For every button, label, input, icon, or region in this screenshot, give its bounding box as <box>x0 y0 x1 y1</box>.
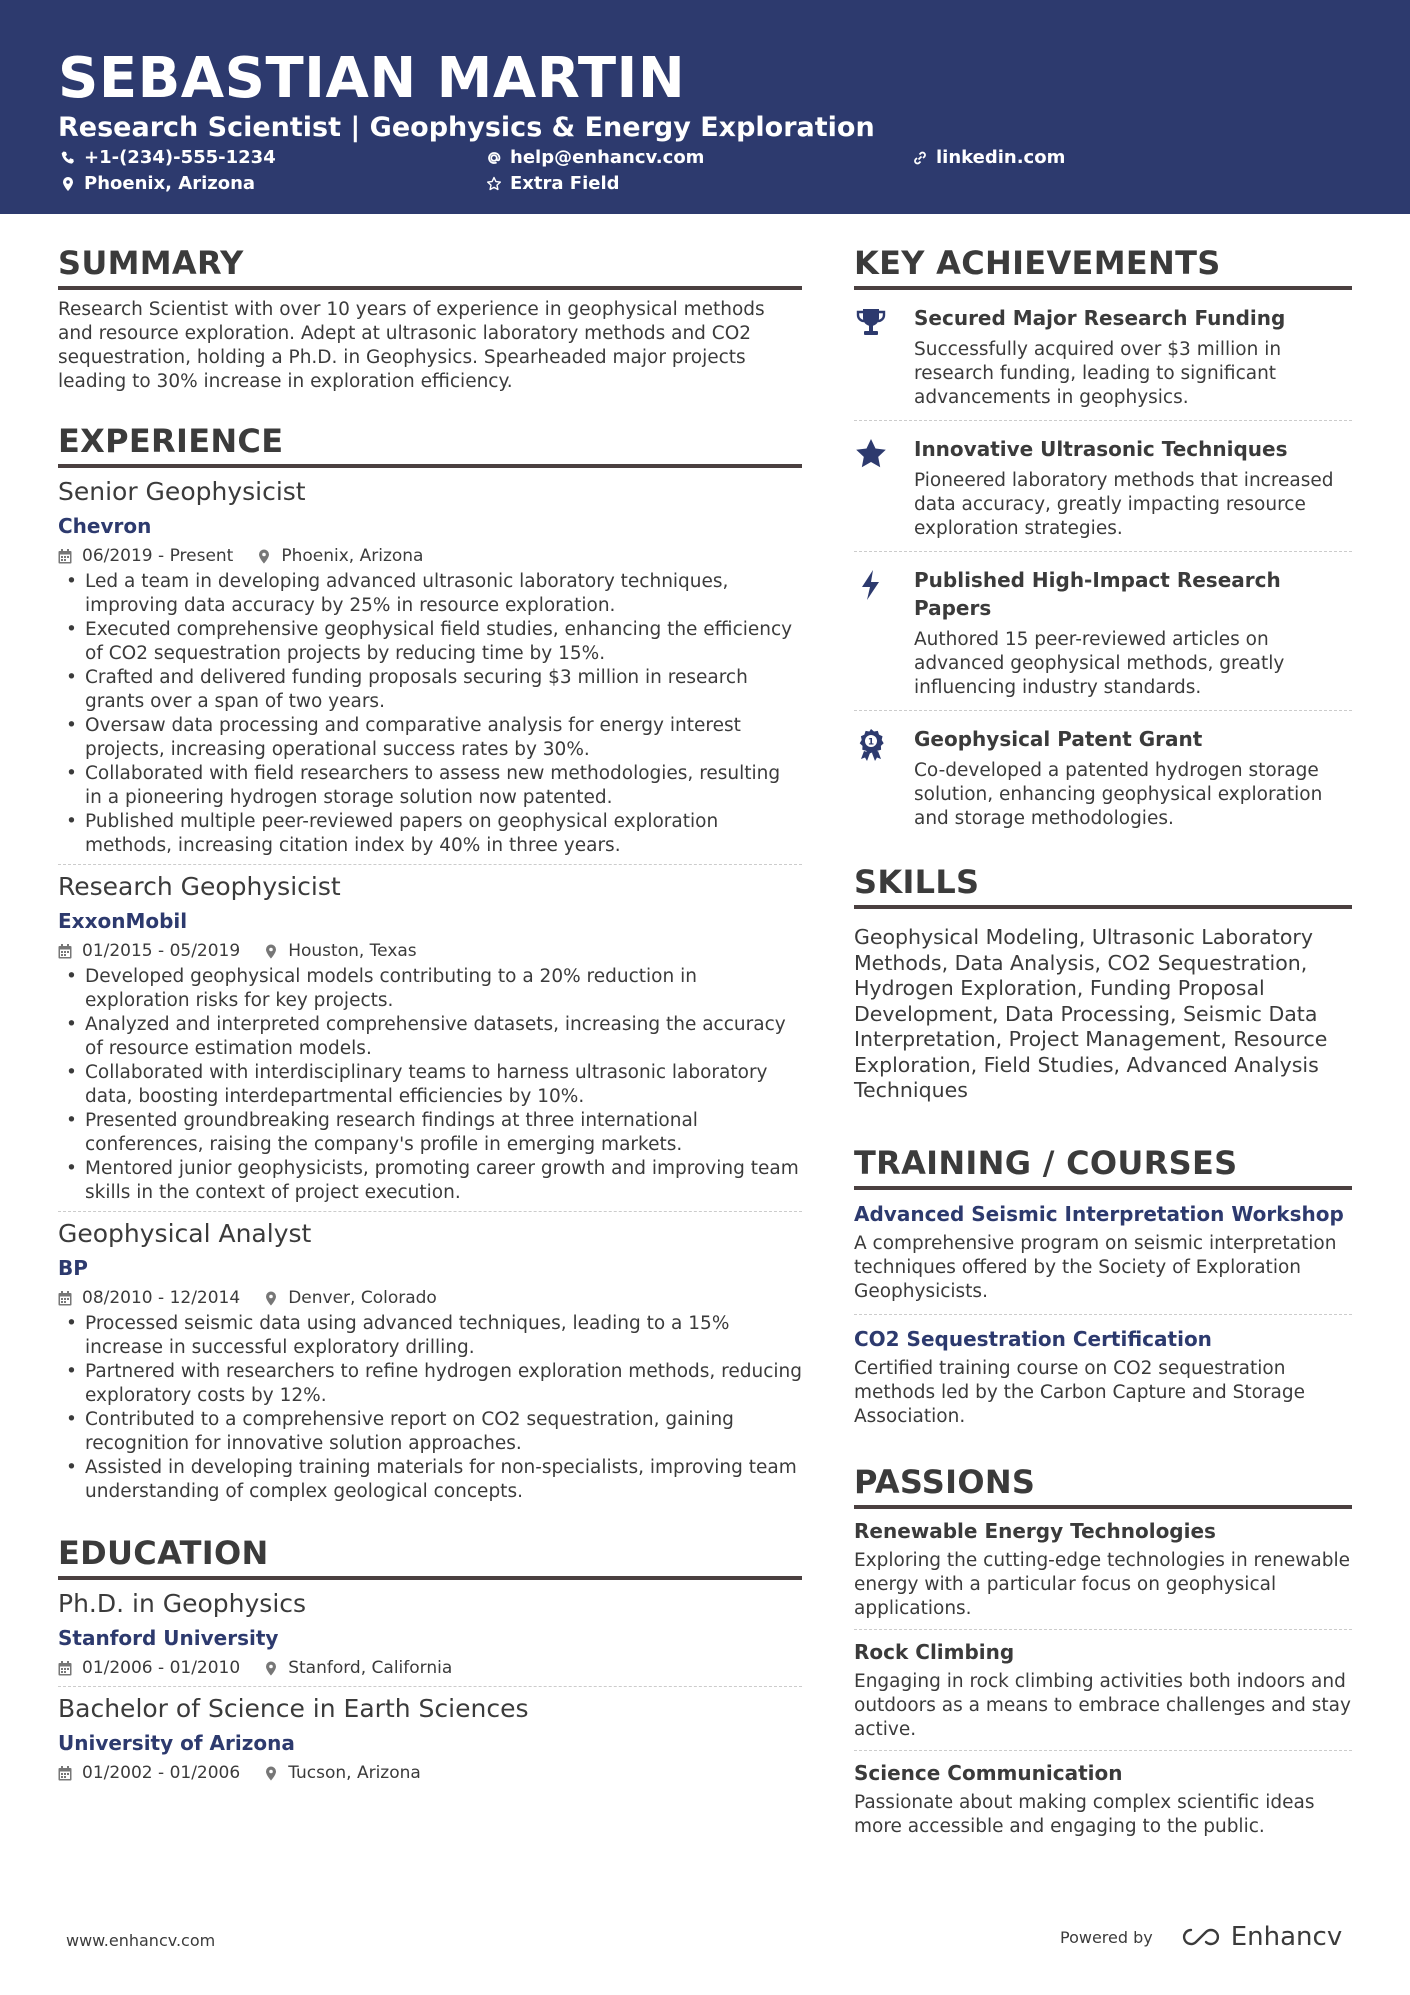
candidate-name: SEBASTIAN MARTIN <box>58 46 686 111</box>
achievement-item <box>854 552 1352 711</box>
education-meta <box>58 1761 802 1785</box>
job-title: Research Geophysicist <box>58 872 341 901</box>
bullet-item: • Developed geophysical models contributing to a 20% reduction in exploration risks for key projects. <box>58 965 802 1013</box>
company-name: Chevron <box>58 514 152 538</box>
job-meta <box>58 1286 802 1310</box>
resume-header <box>0 0 1410 214</box>
link-icon <box>912 150 928 166</box>
location-pin-icon <box>60 176 76 192</box>
email-text[interactable]: help@enhancv.com <box>510 147 705 168</box>
bullet-item: • Collaborated with interdisciplinary teams to harness ultrasonic laboratory data, boosting interdepartmental efficiencies by 10%. <box>58 1061 802 1109</box>
passion-title: Science Communication <box>854 1760 1123 1785</box>
location-contact <box>60 172 255 196</box>
job-location-text: Houston, Texas <box>288 941 417 961</box>
calendar-icon <box>58 1766 72 1781</box>
linkedin-contact[interactable] <box>912 146 1065 170</box>
svg-text:1: 1 <box>867 737 875 748</box>
extra-field-text: Extra Field <box>510 173 620 194</box>
location-pin-icon <box>264 1661 278 1676</box>
bullet-item: • Crafted and delivered funding proposals securing $3 million in research grants over a span of two years. <box>58 666 802 714</box>
course-text: A comprehensive program on seismic interpretation techniques offered by the Society of Exploration Geophysicists. <box>854 1232 1337 1302</box>
experience-item <box>58 476 802 865</box>
bullet-item: • Published multiple peer-reviewed papers on geophysical exploration methods, increasing citation index by 40% in three years. <box>58 810 802 858</box>
achievement-title: Published High-Impact Research Papers <box>914 568 1281 620</box>
achievement-title: Secured Major Research Funding <box>914 306 1286 330</box>
bullet-item: • Presented groundbreaking research findings at three international conferences, raising the company's profile in emerging markets. <box>58 1109 802 1157</box>
job-location <box>264 939 416 963</box>
passion-text: Passionate about making complex scientific ideas more accessible and engaging to the public. <box>854 1791 1315 1837</box>
award-ribbon-icon <box>854 727 888 761</box>
left-column <box>58 242 802 1785</box>
calendar-icon <box>58 1291 72 1306</box>
calendar-icon <box>58 944 72 959</box>
experience-item <box>58 1218 802 1504</box>
job-location-text: Phoenix, Arizona <box>281 546 424 566</box>
education-location <box>264 1761 421 1785</box>
school-name: Stanford University <box>58 1626 279 1650</box>
job-location <box>264 1286 437 1310</box>
education-item <box>58 1693 802 1785</box>
passion-title: Rock Climbing <box>854 1639 1015 1664</box>
training-heading: TRAINING / COURSES <box>854 1142 1352 1190</box>
education-item <box>58 1588 802 1687</box>
job-meta <box>58 939 802 963</box>
achievement-text: Successfully acquired over $3 million in research funding, leading to significant advancements in geophysics. <box>914 339 1282 408</box>
location-pin-icon <box>264 1766 278 1781</box>
course-title: Advanced Seismic Interpretation Workshop <box>854 1201 1344 1226</box>
bullet-item: • Processed seismic data using advanced techniques, leading to a 15% increase in successful exploratory drilling. <box>58 1312 802 1360</box>
education-location-text: Tucson, Arizona <box>288 1763 421 1783</box>
bullet-item: • Mentored junior geophysicists, promoting career growth and improving team skills in the context of project execution. <box>58 1157 802 1205</box>
degree-title: Ph.D. in Geophysics <box>58 1589 307 1618</box>
job-dates: 08/2010 - 12/2014 <box>82 1288 241 1308</box>
job-title: Senior Geophysicist <box>58 477 306 506</box>
candidate-title: Research Scientist | Geophysics & Energy Exploration <box>58 112 875 143</box>
summary-heading: SUMMARY <box>58 242 802 290</box>
bullet-item: • Assisted in developing training materials for non-specialists, improving team understanding of complex geological concepts. <box>58 1456 802 1504</box>
extra-field-contact <box>486 172 620 196</box>
bullet-item: • Contributed to a comprehensive report on CO2 sequestration, gaining recognition for innovative solution approaches. <box>58 1408 802 1456</box>
education-dates: 01/2006 - 01/2010 <box>82 1658 241 1678</box>
passion-title: Renewable Energy Technologies <box>854 1518 1216 1543</box>
calendar-icon <box>58 549 72 564</box>
footer-website[interactable]: www.enhancv.com <box>66 1931 216 1950</box>
star-outline-icon <box>486 176 502 192</box>
achievement-title: Innovative Ultrasonic Techniques <box>914 437 1288 461</box>
job-dates: 01/2015 - 05/2019 <box>82 941 241 961</box>
education-location <box>264 1656 452 1680</box>
email-contact[interactable] <box>486 146 704 170</box>
bullet-item: • Collaborated with field researchers to assess new methodologies, resulting in a pioneering hydrogen storage solution now patented. <box>58 762 802 810</box>
degree-title: Bachelor of Science in Earth Sciences <box>58 1694 529 1723</box>
achievement-item <box>854 711 1352 841</box>
right-column <box>854 242 1352 1847</box>
powered-by-label: Powered by <box>1060 1927 1153 1947</box>
achievement-item <box>854 421 1352 552</box>
bullet-item: • Led a team in developing advanced ultrasonic laboratory techniques, improving data accuracy by 25% in resource exploration. <box>58 570 802 618</box>
education-meta <box>58 1656 802 1680</box>
experience-heading: EXPERIENCE <box>58 420 802 468</box>
education-dates: 01/2002 - 01/2006 <box>82 1763 241 1783</box>
school-name: University of Arizona <box>58 1731 295 1755</box>
enhancv-brand-text[interactable]: Enhancv <box>1230 1922 1343 1952</box>
experience-item <box>58 871 802 1212</box>
bullet-item: • Analyzed and interpreted comprehensive datasets, increasing the accuracy of resource estimation models. <box>58 1013 802 1061</box>
summary-text: Research Scientist with over 10 years of experience in geophysical methods and resource exploration. Adept at ultrasonic laboratory methods and CO2 sequestration, holding a Ph.D. in Geophysics. Spearheaded major projects leading to 30% increase in exploration efficiency. <box>58 299 765 392</box>
achievement-text: Co-developed a patented hydrogen storage solution, enhancing geophysical exploration and storage methodologies. <box>914 760 1323 829</box>
course-title: CO2 Sequestration Certification <box>854 1326 1212 1351</box>
location-pin-icon <box>257 549 271 564</box>
lightning-icon <box>854 568 888 602</box>
location-pin-icon <box>264 1291 278 1306</box>
company-name: BP <box>58 1256 88 1280</box>
achievement-item <box>854 290 1352 421</box>
achievement-text: Pioneered laboratory methods that increased data accuracy, greatly impacting resource exploration strategies. <box>914 470 1334 539</box>
course-item <box>854 1315 1352 1435</box>
calendar-icon <box>58 1661 72 1676</box>
course-item <box>854 1190 1352 1315</box>
at-icon <box>486 150 502 166</box>
phone-icon <box>60 150 76 166</box>
bullet-item: • Oversaw data processing and comparative analysis for energy interest projects, increasing operational success rates by 30%. <box>58 714 802 762</box>
job-dates: 06/2019 - Present <box>82 546 234 566</box>
star-icon <box>854 437 888 471</box>
education-location-text: Stanford, California <box>288 1658 453 1678</box>
location-pin-icon <box>264 944 278 959</box>
job-bullets <box>58 965 802 1205</box>
passion-text: Exploring the cutting-edge technologies in renewable energy with a particular focus on geophysical applications. <box>854 1549 1350 1619</box>
footer-branding <box>1060 1922 1342 1952</box>
achievements-heading: KEY ACHIEVEMENTS <box>854 242 1352 290</box>
bullet-item: • Executed comprehensive geophysical field studies, enhancing the efficiency of CO2 sequestration projects by reducing time by 15%. <box>58 618 802 666</box>
passion-item <box>854 1630 1352 1751</box>
job-title: Geophysical Analyst <box>58 1219 312 1248</box>
trophy-icon <box>854 306 888 340</box>
skills-text: Geophysical Modeling, Ultrasonic Laboratory Methods, Data Analysis, CO2 Sequestration, Hydrogen Exploration, Funding Proposal Development, Data Processing, Seismic Data Interpretation, Project Management, Resource Exploration, Field Studies, Advanced Analysis Techniques <box>854 925 1328 1102</box>
job-location-text: Denver, Colorado <box>288 1288 437 1308</box>
passion-item <box>854 1751 1352 1847</box>
skills-heading: SKILLS <box>854 861 1352 909</box>
achievement-title: Geophysical Patent Grant <box>914 727 1203 751</box>
achievement-text: Authored 15 peer-reviewed articles on advanced geophysical methods, greatly influencing industry standards. <box>914 629 1285 698</box>
passion-text: Engaging in rock climbing activities both indoors and outdoors as a means to embrace challenges and stay active. <box>854 1670 1351 1740</box>
phone-text: +1-(234)-555-1234 <box>84 147 276 168</box>
enhancv-logo-icon <box>1179 1925 1223 1949</box>
education-heading: EDUCATION <box>58 1532 802 1580</box>
bullet-item: • Partnered with researchers to refine hydrogen exploration methods, reducing exploratory costs by 12%. <box>58 1360 802 1408</box>
passion-item <box>854 1509 1352 1630</box>
phone-contact <box>60 146 276 170</box>
job-location <box>257 544 423 568</box>
passions-heading: PASSIONS <box>854 1461 1352 1509</box>
company-name: ExxonMobil <box>58 909 188 933</box>
linkedin-text[interactable]: linkedin.com <box>936 147 1066 168</box>
job-bullets <box>58 1312 802 1504</box>
job-bullets <box>58 570 802 858</box>
location-text: Phoenix, Arizona <box>84 173 256 194</box>
job-meta <box>58 544 802 568</box>
course-text: Certified training course on CO2 sequestration methods led by the Carbon Capture and Storage Association. <box>854 1357 1305 1427</box>
